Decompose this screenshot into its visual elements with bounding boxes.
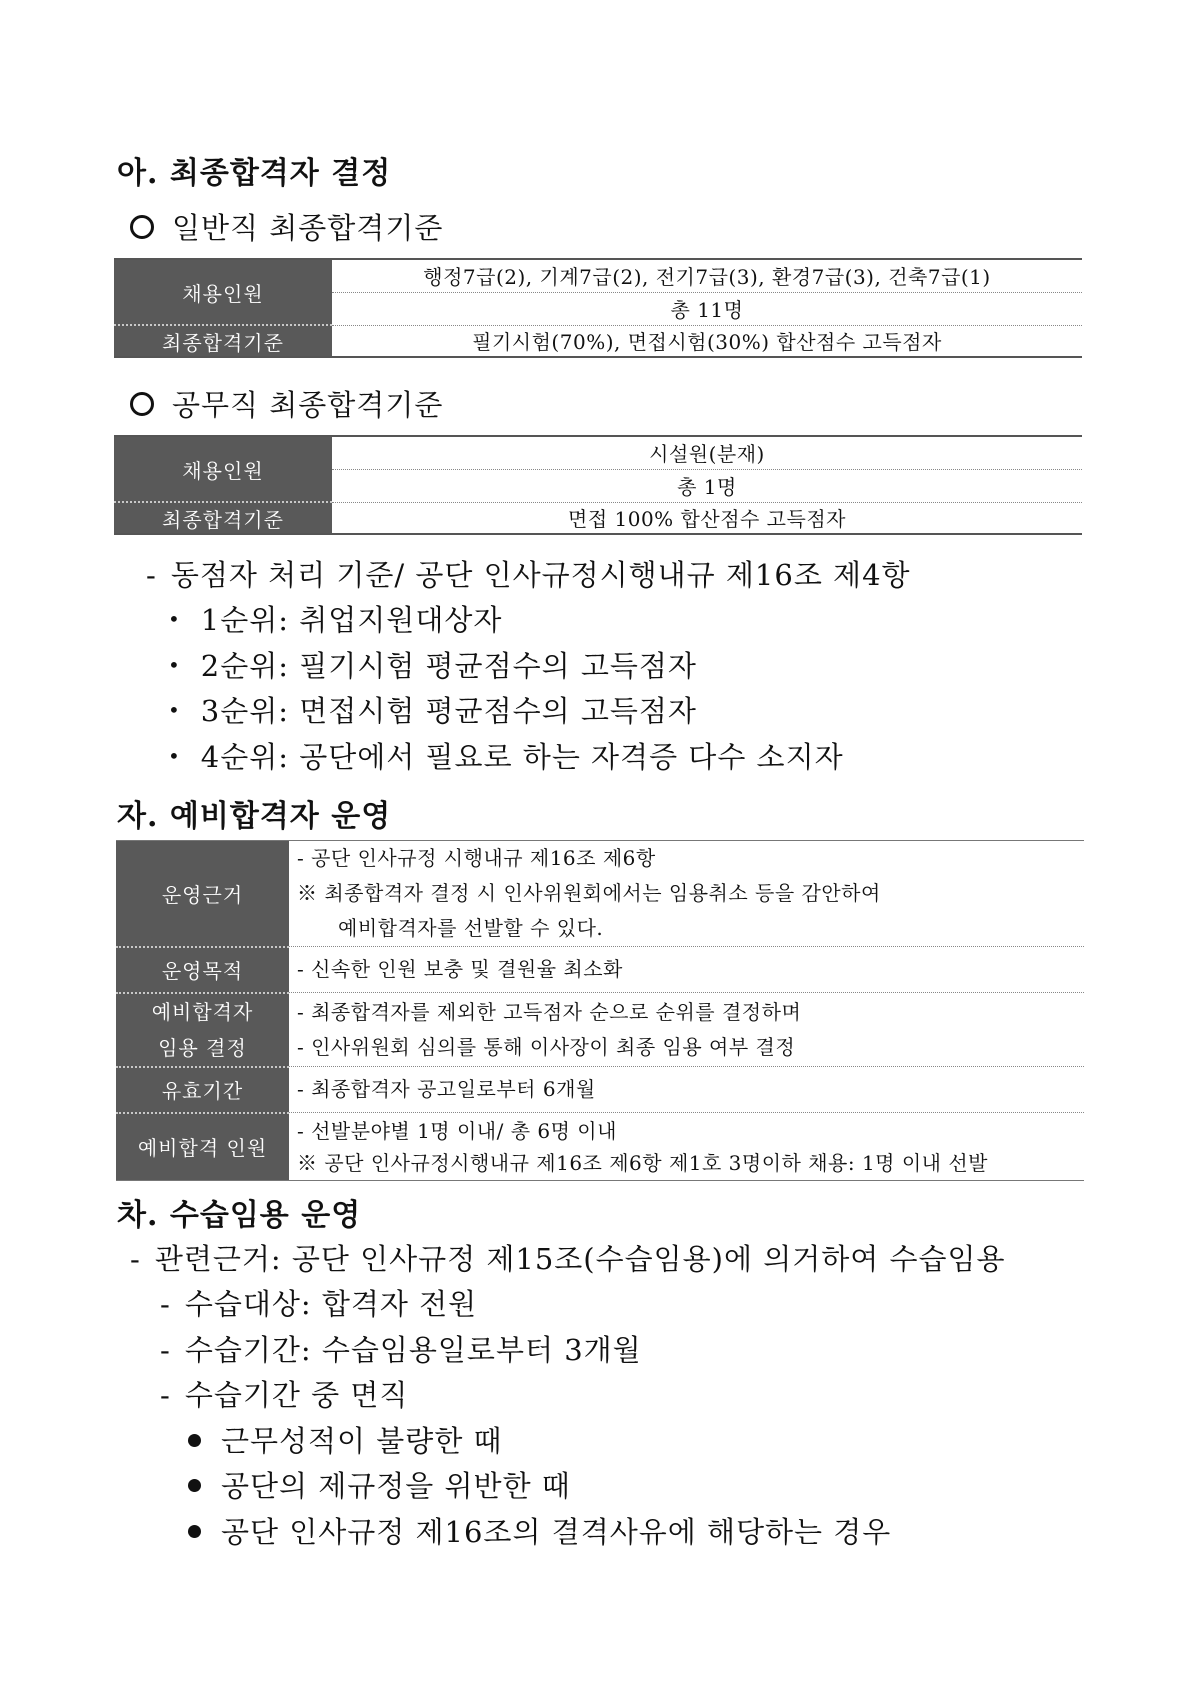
general-heading bbox=[130, 206, 443, 247]
public-criteria-table bbox=[114, 435, 1082, 535]
probation-dismissal: - 수습기간 중 면직 bbox=[160, 1378, 409, 1412]
reserve-row-value: - 신속한 인원 보충 및 결원율 최소화 bbox=[289, 947, 1084, 993]
general-criteria-label: 최종합격기준 bbox=[114, 325, 332, 357]
public-criteria-label: 최종합격기준 bbox=[114, 502, 332, 534]
circle-bullet-icon bbox=[130, 392, 154, 416]
public-criteria-value: 면접 100% 합산점수 고득점자 bbox=[568, 507, 846, 532]
probation-period: - 수습기간: 수습임용일로부터 3개월 bbox=[160, 1333, 642, 1367]
tie-break-line bbox=[146, 553, 911, 594]
general-recruit-label: 채용인원 bbox=[114, 259, 332, 325]
public-recruit-label: 채용인원 bbox=[114, 436, 332, 502]
dash-bullet: - bbox=[146, 558, 157, 592]
general-criteria-value: 필기시험(70%), 면접시험(30%) 합산점수 고득점자 bbox=[472, 330, 942, 355]
reserve-row-label: 운영목적 bbox=[116, 947, 289, 993]
dot-bullet-icon bbox=[188, 1525, 201, 1538]
dot-bullet-icon bbox=[188, 1479, 201, 1492]
tie-break-text: 동점자 처리 기준/ 공단 인사규정시행내규 제16조 제4항 bbox=[170, 558, 911, 592]
reserve-table bbox=[116, 840, 1084, 1181]
reserve-row-value: - 공단 인사규정 시행내규 제16조 제6항 ※ 최종합격자 결정 시 인사위원회에서는 임용취소 등을 감안하여 예비합격자를 선발할 수 있다. bbox=[289, 841, 1084, 947]
general-criteria-table bbox=[114, 258, 1082, 358]
public-heading bbox=[130, 383, 443, 424]
public-heading-text: 공무직 최종합격기준 bbox=[172, 388, 444, 422]
probation-basis: - 관련근거: 공단 인사규정 제15조(수습임용)에 의거하여 수습임용 bbox=[130, 1242, 1006, 1276]
dismissal-item: 공단의 제규정을 위반한 때 bbox=[188, 1464, 571, 1505]
tie-item: • 2순위: 필기시험 평균점수의 고득점자 bbox=[168, 649, 697, 683]
reserve-row-value: - 최종합격자를 제외한 고득점자 순으로 순위를 결정하며 - 인사위원회 심의를 통해 이사장이 최종 임용 여부 결정 bbox=[289, 993, 1084, 1067]
reserve-row-value: - 최종합격자 공고일로부터 6개월 bbox=[289, 1067, 1084, 1113]
section-c-title: 차. 수습임용 운영 bbox=[117, 1198, 362, 1233]
general-recruit-line1: 행정7급(2), 기계7급(2), 전기7급(3), 환경7급(3), 건축7급(1) bbox=[332, 259, 1082, 292]
reserve-row-label: 예비합격자 임용 결정 bbox=[116, 993, 289, 1067]
reserve-row-label: 유효기간 bbox=[116, 1067, 289, 1113]
general-heading-text: 일반직 최종합격기준 bbox=[172, 211, 444, 245]
dismissal-item: 공단 인사규정 제16조의 결격사유에 해당하는 경우 bbox=[188, 1510, 891, 1551]
tie-item: • 1순위: 취업지원대상자 bbox=[168, 603, 503, 637]
dismissal-item: 근무성적이 불량한 때 bbox=[188, 1419, 503, 1460]
reserve-row-label: 운영근거 bbox=[116, 841, 289, 947]
public-recruit-line2: 총 1명 bbox=[332, 469, 1082, 502]
circle-bullet-icon bbox=[130, 215, 154, 239]
reserve-row-value: - 선발분야별 1명 이내/ 총 6명 이내 ※ 공단 인사규정시행내규 제16조 제6항 제1호 3명이하 채용: 1명 이내 선발 bbox=[297, 1118, 988, 1175]
reserve-row-label: 예비합격 인원 bbox=[116, 1113, 289, 1181]
tie-item: • 3순위: 면접시험 평균점수의 고득점자 bbox=[168, 694, 697, 728]
dot-bullet-icon bbox=[188, 1434, 201, 1447]
section-a-title: 아. 최종합격자 결정 bbox=[117, 156, 392, 191]
public-recruit-line1: 시설원(분재) bbox=[332, 436, 1082, 469]
general-recruit-line2: 총 11명 bbox=[332, 292, 1082, 325]
tie-item: • 4순위: 공단에서 필요로 하는 자격증 다수 소지자 bbox=[168, 740, 844, 774]
section-b-title: 자. 예비합격자 운영 bbox=[117, 799, 392, 834]
probation-target: - 수습대상: 합격자 전원 bbox=[160, 1287, 478, 1321]
